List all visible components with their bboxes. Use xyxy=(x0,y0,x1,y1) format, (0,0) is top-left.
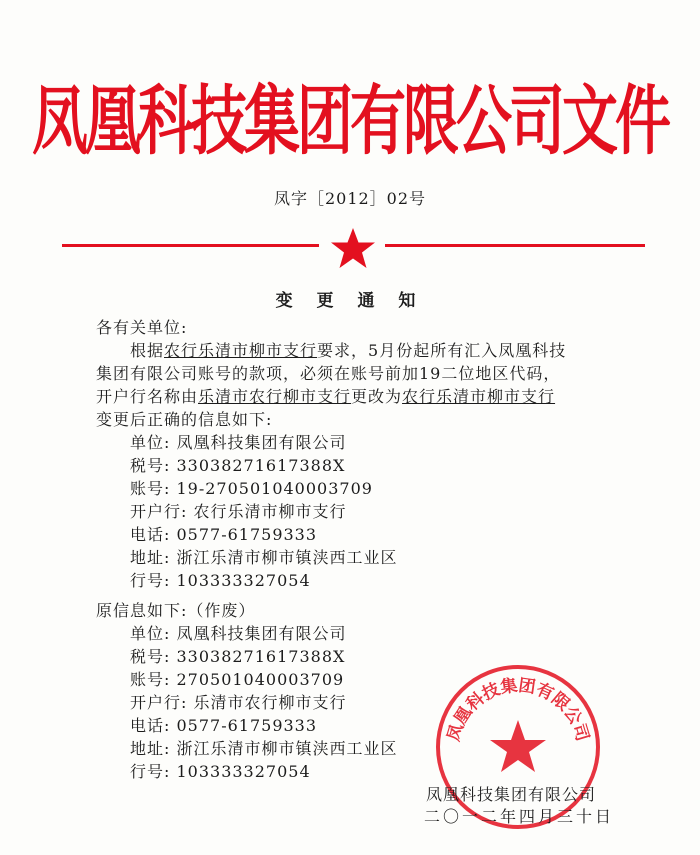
body-line-3 xyxy=(96,384,555,407)
new-info-account: 账号: 19-270501040003709 xyxy=(130,479,373,498)
signature-date: 二〇一二年四月三十日 xyxy=(424,807,615,826)
new-info-bank-code: 行号: 103333327054 xyxy=(130,571,311,590)
salutation: 各有关单位: xyxy=(96,318,188,337)
old-info-heading: 原信息如下:（作废） xyxy=(96,601,256,620)
new-bank-name: 农行乐清市柳市支行 xyxy=(402,387,556,406)
old-info-bank-code: 行号: 103333327054 xyxy=(130,762,311,781)
new-info-tax-id: 税号: 33038271617388X xyxy=(130,456,346,475)
old-info-account: 账号: 270501040003709 xyxy=(130,670,345,689)
old-info-bank: 开户行: 乐清市农行柳市支行 xyxy=(130,693,347,712)
old-info-phone: 电话: 0577-61759333 xyxy=(130,716,318,735)
new-info-phone: 电话: 0577-61759333 xyxy=(130,525,318,544)
body-line-4: 变更后正确的信息如下: xyxy=(96,410,273,429)
new-info-address: 地址: 浙江乐清市柳市镇浃西工业区 xyxy=(130,548,398,567)
body-line-2: 集团有限公司账号的款项，必须在账号前加19二位地区代码， xyxy=(96,364,561,383)
body-text: 根据 xyxy=(130,341,165,360)
old-info-unit: 单位: 凤凰科技集团有限公司 xyxy=(130,624,347,643)
new-info-unit: 单位: 凤凰科技集团有限公司 xyxy=(130,433,347,452)
notice-heading: 变 更 通 知 xyxy=(275,291,425,311)
old-bank-name: 乐清市农行柳市支行 xyxy=(198,387,352,406)
star-icon xyxy=(328,226,378,270)
signature-company: 凤凰科技集团有限公司 xyxy=(426,785,597,804)
seal-text: 凤凰科技集团有限公司 xyxy=(443,675,593,744)
document-number: 凤字［2012］02号 xyxy=(273,189,427,208)
document-title: 凤凰科技集团有限公司文件 xyxy=(32,78,668,166)
body-line-1 xyxy=(130,338,566,361)
old-info-tax-id: 税号: 33038271617388X xyxy=(130,647,346,666)
old-info-address: 地址: 浙江乐清市柳市镇浃西工业区 xyxy=(130,739,398,758)
body-text: 开户行名称由 xyxy=(96,387,199,406)
divider-right xyxy=(385,244,645,247)
body-text: 要求，5月份起所有汇入凤凰科技 xyxy=(317,341,567,360)
new-info-bank: 开户行: 农行乐清市柳市支行 xyxy=(130,502,347,521)
divider-left xyxy=(62,244,319,247)
bank-name-underlined: 农行乐清市柳市支行 xyxy=(164,341,318,360)
body-text: 更改为 xyxy=(351,387,403,406)
